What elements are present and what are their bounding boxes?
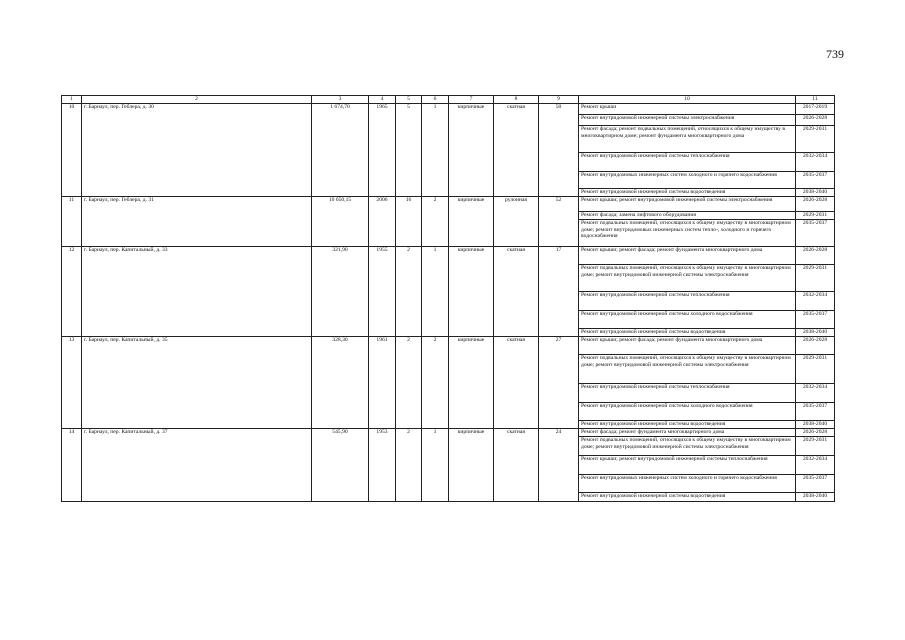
building-roof-type: скатная (494, 104, 539, 197)
building-floors: 16 (396, 197, 422, 247)
work-period: 2038-2040 (796, 329, 835, 337)
column-number: 7 (449, 96, 494, 104)
work-description: Ремонт фасада; замена лифтового оборудования (579, 212, 796, 220)
work-period: 2032-2034 (796, 384, 835, 403)
building-address: г. Барнаул, пер. Геблера, д. 30 (82, 104, 312, 197)
building-floors: 2 (396, 247, 422, 337)
building-floors: 2 (396, 429, 422, 502)
building-roof-type: рулонная (494, 197, 539, 247)
work-description: Ремонт внутридомовой инженерной системы холодного водоснабжения (579, 311, 796, 329)
work-period: 2038-2040 (796, 493, 835, 502)
building-row (62, 197, 835, 212)
work-period: 2032-2034 (796, 456, 835, 475)
building-floors: 2 (396, 337, 422, 429)
building-area: 321,90 (312, 247, 369, 337)
work-description: Ремонт внутридомовой инженерной системы водоотведения (579, 421, 796, 429)
building-floors: 5 (396, 104, 422, 197)
building-col9-value: 27 (539, 337, 579, 429)
work-description: Ремонт внутридомовой инженерной системы водоотведения (579, 189, 796, 197)
column-number: 5 (396, 96, 422, 104)
work-description: Ремонт внутридомовой инженерной системы теплоснабжения (579, 384, 796, 403)
building-entrances: 1 (422, 429, 449, 502)
column-number: 2 (82, 96, 312, 104)
work-description: Ремонт внутридомовой инженерной системы теплоснабжения (579, 153, 796, 172)
building-roof-type: скатная (494, 429, 539, 502)
page-number: 739 (826, 47, 844, 61)
work-description: Ремонт крыши; ремонт внутридомовой инженерной системы электроснабжения (579, 197, 796, 212)
work-period: 2035-2037 (796, 403, 835, 421)
work-description: Ремонт подвальных помещений, относящихся к общему имуществу в многоквартирном доме; ремонт внутридомовой инженерной системы электроснабжения (579, 265, 796, 292)
column-number: 11 (796, 96, 835, 104)
work-description: Ремонт внутридомовой инженерной системы холодного водоснабжения (579, 403, 796, 421)
building-number: 10 (62, 104, 82, 197)
work-period: 2029-2031 (796, 355, 835, 384)
work-description: Ремонт внутридомовой инженерной системы электроснабжения (579, 115, 796, 126)
column-number-row (62, 96, 835, 104)
work-period: 2035-2037 (796, 220, 835, 247)
building-address: г. Барнаул, пер. Капитальный, д. 37 (82, 429, 312, 502)
building-number: 12 (62, 247, 82, 337)
work-description: Ремонт крыши; ремонт внутридомовой инженерной системы теплоснабжения (579, 456, 796, 475)
column-number: 9 (539, 96, 579, 104)
building-wall-material: кирпичные (449, 104, 494, 197)
building-number: 11 (62, 197, 82, 247)
building-wall-material: кирпичные (449, 337, 494, 429)
work-period: 2035-2037 (796, 475, 835, 493)
work-description: Ремонт крыши; ремонт фасада; ремонт фундамента многоквартирного дома (579, 247, 796, 265)
column-number: 3 (312, 96, 369, 104)
building-col9-value: 52 (539, 197, 579, 247)
building-year: 1961 (369, 337, 396, 429)
work-description: Ремонт фасада; ремонт подвальных помещений, относящихся к общему имуществу в многоквартирном доме; ремонт фундамента многоквартирного дома (579, 126, 796, 153)
work-description: Ремонт фасада; ремонт фундамента многоквартирного дома (579, 429, 796, 437)
work-period: 2026-2028 (796, 197, 835, 212)
building-entrances: 1 (422, 104, 449, 197)
work-period: 2029-2031 (796, 126, 835, 153)
work-period: 2029-2031 (796, 437, 835, 456)
building-row (62, 247, 835, 265)
building-entrances: 2 (422, 337, 449, 429)
building-area: 1 674,70 (312, 104, 369, 197)
work-description: Ремонт крыши (579, 104, 796, 115)
work-period: 2035-2037 (796, 172, 835, 189)
building-row (62, 429, 835, 437)
work-period: 2017-2019 (796, 104, 835, 115)
building-wall-material: кирпичные (449, 429, 494, 502)
column-number: 6 (422, 96, 449, 104)
building-wall-material: кирпичные (449, 197, 494, 247)
building-address: г. Барнаул, пер. Капитальный, д. 33 (82, 247, 312, 337)
building-address: г. Барнаул, пер. Геблера, д. 31 (82, 197, 312, 247)
building-col9-value: 50 (539, 104, 579, 197)
column-number: 10 (579, 96, 796, 104)
column-number: 4 (369, 96, 396, 104)
building-area: 10 050,15 (312, 197, 369, 247)
column-number: 1 (62, 96, 82, 104)
work-period: 2026-2028 (796, 337, 835, 355)
work-period: 2032-2034 (796, 153, 835, 172)
building-area: 328,30 (312, 337, 369, 429)
work-description: Ремонт внутридомовых инженерных систем холодного и горячего водоснабжения (579, 475, 796, 493)
work-period: 2032-2034 (796, 292, 835, 311)
building-year: 1953 (369, 429, 396, 502)
work-period: 2026-2028 (796, 247, 835, 265)
building-row (62, 337, 835, 355)
work-period: 2035-2037 (796, 311, 835, 329)
work-description: Ремонт подвальных помещений, относящихся к общему имуществу в многоквартирном доме; ремонт внутридомовой инженерной системы электроснабжения (579, 437, 796, 456)
work-description: Ремонт подвальных помещений, относящихся к общему имуществу в многоквартирном доме; ремонт внутридомовых инженерных систем тепло-, холодного и горячего водоснабжения (579, 220, 796, 247)
repair-schedule-table (61, 95, 835, 502)
building-area: 545,90 (312, 429, 369, 502)
work-period: 2038-2040 (796, 421, 835, 429)
building-roof-type: скатная (494, 247, 539, 337)
building-year: 2006 (369, 197, 396, 247)
work-description: Ремонт крыши; ремонт фасада; ремонт фундамента многоквартирного дома (579, 337, 796, 355)
building-roof-type: скатная (494, 337, 539, 429)
work-period: 2029-2031 (796, 265, 835, 292)
building-col9-value: 24 (539, 429, 579, 502)
building-wall-material: кирпичные (449, 247, 494, 337)
work-period: 2038-2040 (796, 189, 835, 197)
column-number: 8 (494, 96, 539, 104)
work-description: Ремонт подвальных помещений, относящихся к общему имуществу в многоквартирном доме; ремонт внутридомовой инженерной системы электроснабжения (579, 355, 796, 384)
building-number: 13 (62, 337, 82, 429)
building-entrances: 1 (422, 247, 449, 337)
building-number: 14 (62, 429, 82, 502)
building-col9-value: 17 (539, 247, 579, 337)
building-year: 1965 (369, 104, 396, 197)
work-period: 2029-2031 (796, 212, 835, 220)
work-description: Ремонт внутридомовой инженерной системы водоотведения (579, 329, 796, 337)
work-description: Ремонт внутридомовых инженерных систем холодного и горячего водоснабжения (579, 172, 796, 189)
building-entrances: 2 (422, 197, 449, 247)
building-row (62, 104, 835, 115)
work-description: Ремонт внутридомовой инженерной системы водоотведения (579, 493, 796, 502)
work-period: 2026-2028 (796, 115, 835, 126)
work-period: 2026-2028 (796, 429, 835, 437)
work-description: Ремонт внутридомовой инженерной системы теплоснабжения (579, 292, 796, 311)
building-year: 1955 (369, 247, 396, 337)
building-address: г. Барнаул, пер. Капитальный, д. 35 (82, 337, 312, 429)
